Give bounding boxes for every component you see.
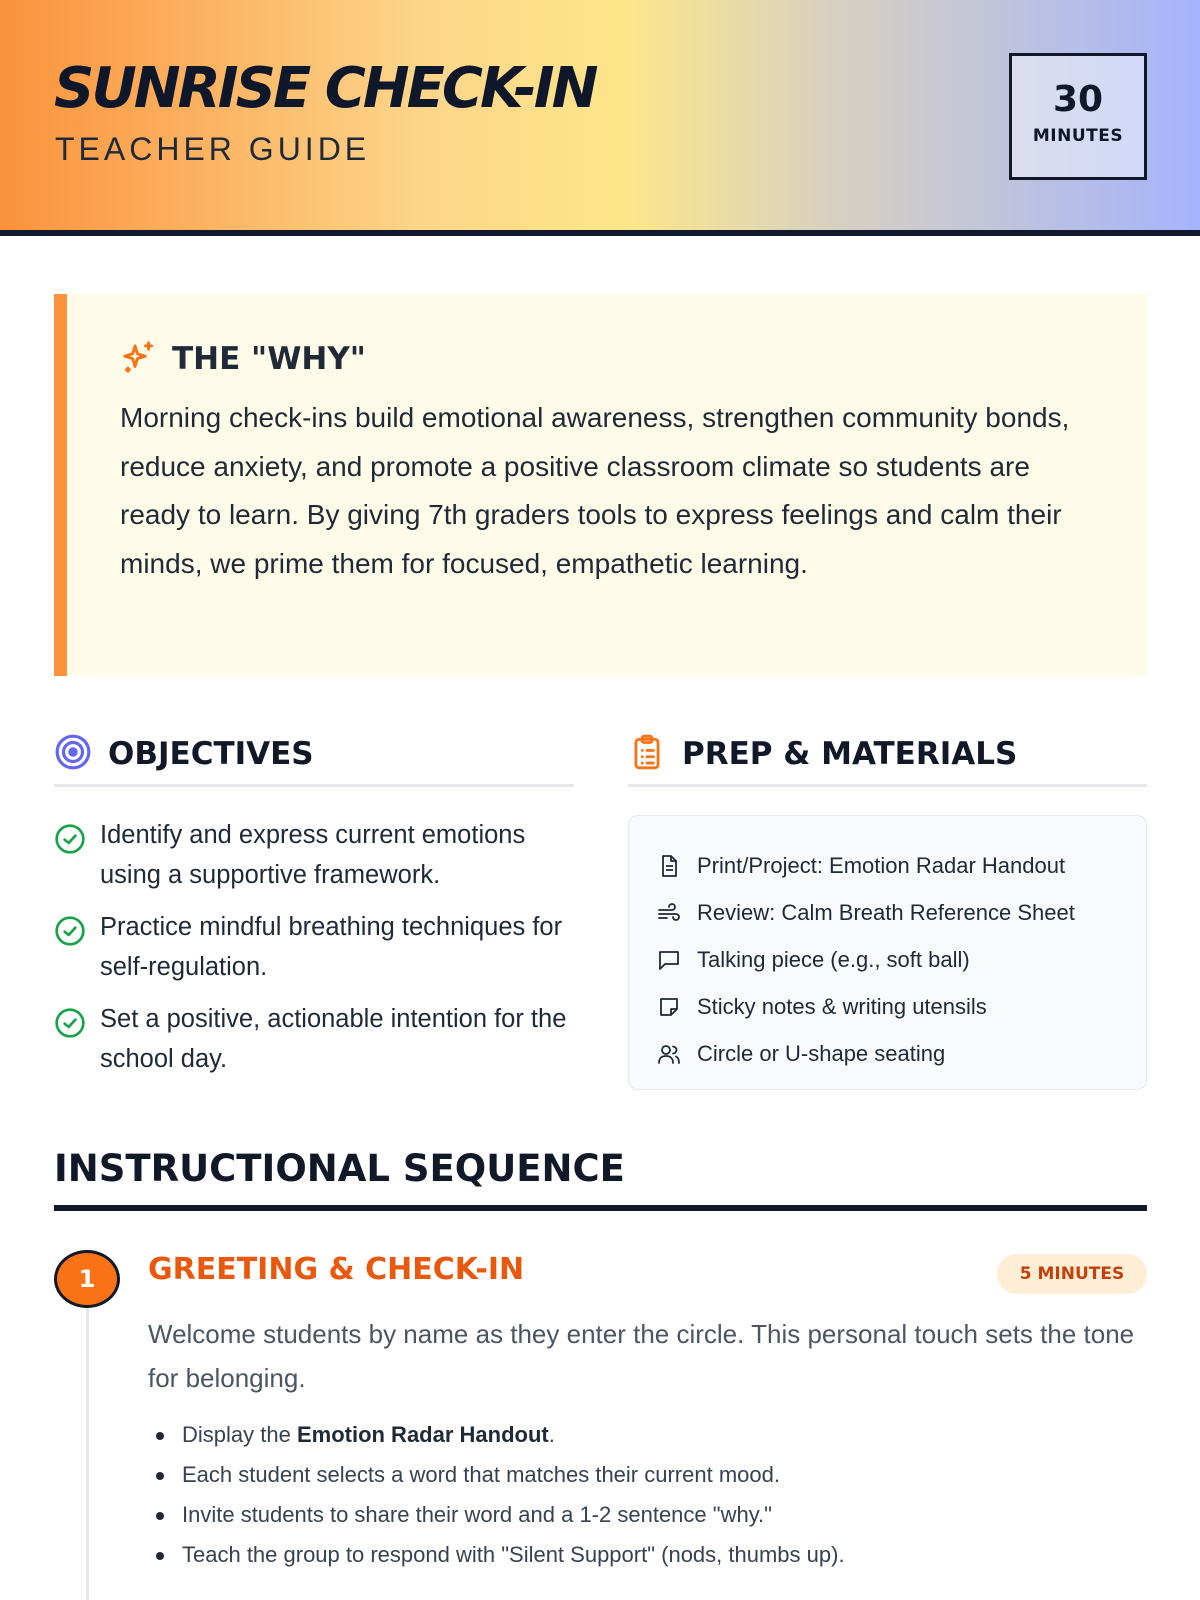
clipboard-icon [628,733,666,775]
materials-title: PREP & MATERIALS [682,736,1018,772]
step-description: Welcome students by name as they enter the circle. This personal touch sets the tone for belonging. [148,1319,1135,1393]
list-item [655,936,1146,983]
duration-badge [1009,53,1147,180]
objective-text: Identify and express current emotions using a supportive framework. [100,821,526,889]
page-title: SUNRISE CHECK-IN [54,56,596,121]
document-icon [655,854,683,878]
material-label: Print/Project: Emotion Radar Handout [697,852,1066,878]
page-subtitle: TEACHER GUIDE [55,131,371,167]
check-circle-icon [54,823,86,859]
material-label: Circle or U-shape seating [697,1040,946,1066]
wind-icon [655,901,683,925]
list-item: Invite students to share their word and a 1-2 sentence "why." [180,1495,1140,1535]
objectives-title: OBJECTIVES [108,736,314,772]
list-item: Each student selects a word that matches their current mood. [180,1455,1140,1495]
list-item [655,983,1146,1030]
why-header [120,338,366,380]
sequence-divider [54,1205,1147,1211]
bullet-text: . [548,1422,555,1447]
step-number-badge: 1 [54,1250,120,1308]
material-label: Talking piece (e.g., soft ball) [697,946,970,972]
materials-header [628,732,1017,776]
check-circle-icon [54,1007,86,1043]
step-bullet-list [180,1415,1140,1575]
material-label: Sticky notes & writing utensils [697,993,987,1019]
sticky-note-icon [655,995,683,1019]
sequence-title: INSTRUCTIONAL SEQUENCE [54,1147,625,1190]
list-item [54,907,574,987]
list-item [655,842,1146,889]
step-title: GREETING & CHECK-IN [148,1252,525,1287]
materials-panel [628,815,1147,1090]
objective-text: Practice mindful breathing techniques for self-regulation. [100,913,563,981]
users-icon [655,1042,683,1066]
list-item [180,1415,1140,1455]
list-item [54,815,574,895]
why-title: THE "WHY" [172,341,366,377]
timeline-line [86,1305,89,1600]
objectives-list [54,815,574,1091]
sparkles-icon [120,338,158,380]
objectives-header [54,732,314,776]
list-item: Teach the group to respond with "Silent Support" (nods, thumbs up). [180,1535,1140,1575]
material-label: Review: Calm Breath Reference Sheet [697,899,1075,925]
list-item [655,889,1146,936]
speech-bubble-icon [655,948,683,972]
why-callout [54,294,1147,676]
target-icon [54,733,92,775]
duration-value: 30 [1052,79,1104,120]
check-circle-icon [54,915,86,951]
objective-text: Set a positive, actionable intention for the school day. [100,1005,567,1073]
list-item [54,999,574,1079]
header-banner [0,0,1200,236]
materials-divider [628,784,1147,787]
duration-unit: MINUTES [1032,126,1124,146]
step-duration-badge: 5 MINUTES [997,1254,1147,1294]
why-body: Morning check-ins build emotional awareness, strengthen community bonds, reduce anxiety, and promote a positive classroom climate so students are ready to learn. By giving 7th graders tools to express feelings and calm their minds, we prime them for focused, empathetic learning. [120,402,1070,579]
objectives-divider [54,784,574,787]
bullet-text: Display the [182,1422,297,1447]
list-item [655,1030,1146,1077]
handout-name: Emotion Radar Handout [296,1422,549,1447]
